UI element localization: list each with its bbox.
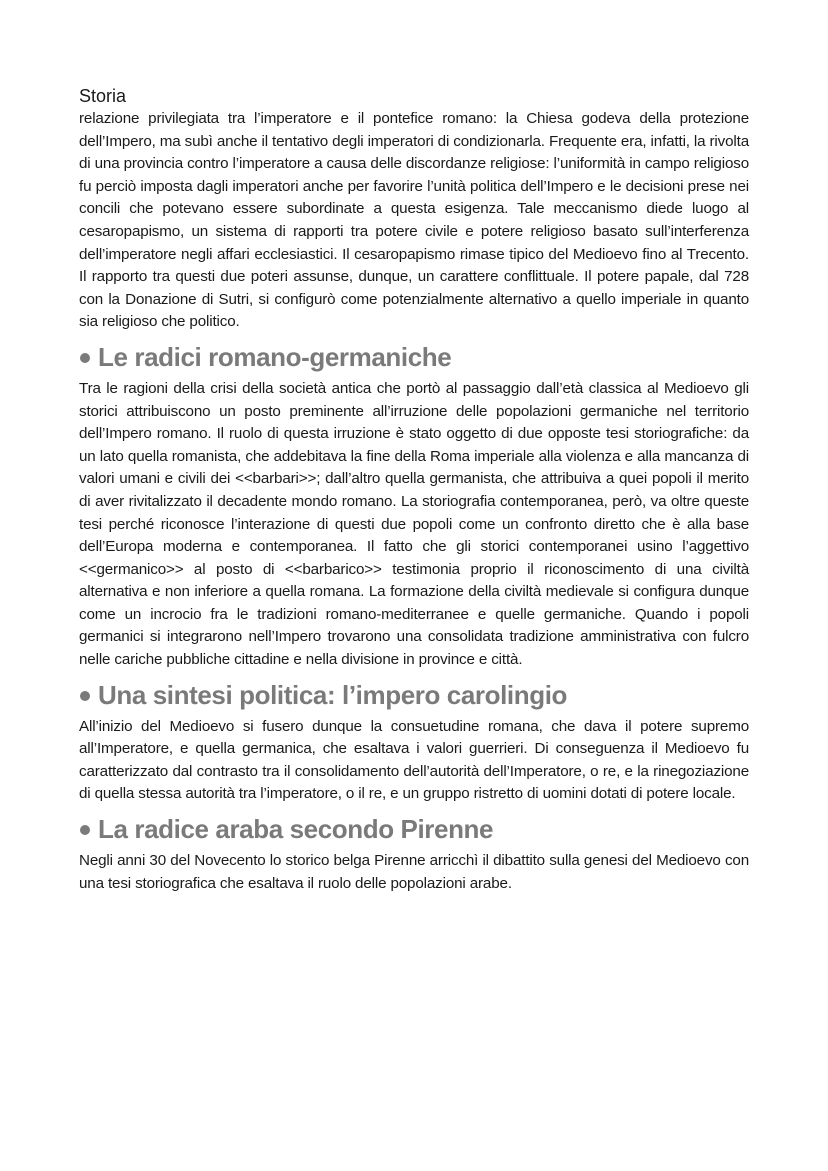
section-paragraph-pirenne: Negli anni 30 del Novecento lo storico belga Pirenne arricchì il dibattito sulla genesi del Medioevo con una tesi storiografica che esaltava il ruolo delle popolazioni arabe. (79, 852, 749, 892)
bullet-icon (80, 353, 90, 363)
document-page (79, 84, 749, 895)
section-paragraph-carolingio: All’inizio del Medioevo si fusero dunque la consuetudine romana, che dava il potere supremo all’Imperatore, e quella germanica, che esaltava i valori guerrieri. Di conseguenza il Medioevo fu caratterizzato dal contrasto tra il consolidamento dell’autorità dell’Imperatore, o re, e la rinegoziazione di quella stessa autorità tra l’imperatore, o il re, e un gruppo ristretto di uomini dotati di potere locale. (79, 717, 749, 803)
subject-label: Storia (79, 86, 127, 106)
section-heading-carolingio (79, 678, 749, 712)
section-paragraph-radici: Tra le ragioni della crisi della società antica che portò al passaggio dall’età classica al Medioevo gli storici attribuiscono un posto preminente all’irruzione delle popolazioni germaniche nel territorio dell’Impero romano. Il ruolo di questa irruzione è stato oggetto di due opposte tesi storiografiche: da un lato quella romanista, che addebitava la fine della Roma imperiale alla violenza e alla mancanza di valori umani e civili dei <<barbari>>; dall’altro quella germanista, che attribuiva a quei popoli il merito di aver rivitalizzato il decadente mondo romano. La storiografia contemporanea, però, va oltre queste tesi perché riconosce l’interazione di questi due popoli come un confronto diretto che è alla base dell’Europa moderna e contemporanea. Il fatto che gli storici contemporanei usino l’aggettivo <<germanico>> al posto di <<barbarico>> testimonia proprio il riconoscimento di una civiltà alternativa e non inferiore a quella romana. La formazione della civiltà medievale si configura dunque come un incrocio fra le tradizioni romano-mediterranee e quelle germaniche. Quando i popoli germanici si integrarono nell’Impero trovarono una consolidata tradizione amministrativa con fulcro nelle cariche pubbliche cittadine e nella divisione in province e città. (79, 379, 749, 669)
section-heading-radici (79, 340, 749, 374)
section-heading-pirenne (79, 812, 749, 846)
bullet-icon (80, 825, 90, 835)
section-heading-text: Una sintesi politica: l’impero carolingio (98, 679, 568, 710)
intro-paragraph: relazione privilegiata tra l’imperatore e il pontefice romano: la Chiesa godeva della protezione dell’Impero, ma subì anche il tentativo degli imperatori di condizionarla. Frequente era, infatti, la rivolta di una provincia contro l’imperatore a causa delle discordanze religiose: l’uniformità in campo religioso fu perciò imposta dagli imperatori anche per favorire l’unità politica dell’Impero e le decisioni prese nei concili che potevano essere subordinate a questa esigenza. Tale meccanismo diede luogo al cesaropapismo, un sistema di rapporti tra potere civile e potere religioso basato sull’interferenza dell’imperatore negli affari ecclesiastici. Il cesaropapismo rimase tipico del Medioevo fino al Trecento. Il rapporto tra questi due poteri assunse, dunque, un carattere conflittuale. Il potere papale, dal 728 con la Donazione di Sutri, si configurò come potenzialmente alternativo a quello imperiale in quanto sia religioso che politico. (79, 110, 749, 331)
bullet-icon (80, 691, 90, 701)
section-heading-text: Le radici romano-germaniche (98, 341, 452, 372)
section-heading-text: La radice araba secondo Pirenne (98, 814, 494, 845)
